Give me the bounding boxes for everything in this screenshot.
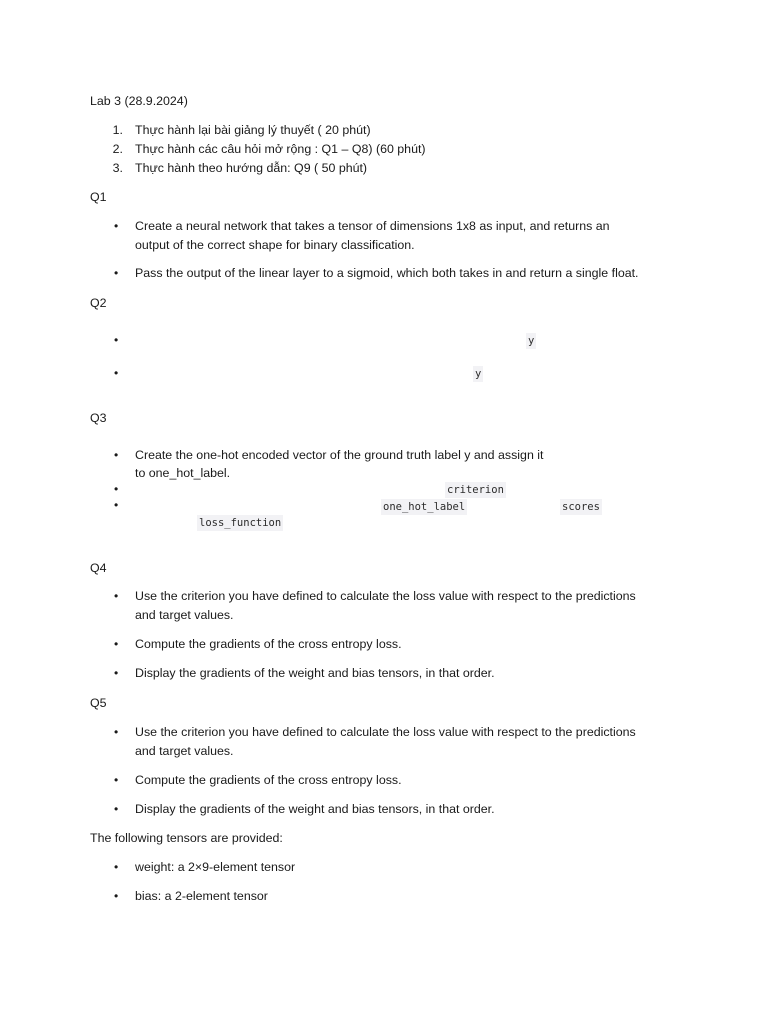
bullet-icon: • xyxy=(114,773,119,787)
bullet-icon: • xyxy=(114,860,119,874)
q5-bullet-1-line-2: and target values. xyxy=(135,744,234,758)
q4-bullet-2: Compute the gradients of the cross entropy loss. xyxy=(135,637,402,651)
q3-bullet-1-line-1: Create the one-hot encoded vector of the ground truth label y and assign it xyxy=(135,448,544,462)
bullet-icon: • xyxy=(114,637,119,651)
q5-bullet-3: Display the gradients of the weight and bias tensors, in that order. xyxy=(135,802,495,816)
q4-heading: Q4 xyxy=(90,561,107,575)
doc-title: Lab 3 (28.9.2024) xyxy=(90,94,188,108)
q1-bullet-1-line-1: Create a neural network that takes a tensor of dimensions 1x8 as input, and returns an xyxy=(135,219,610,233)
bullet-icon: • xyxy=(114,725,119,739)
q4-bullet-1-line-1: Use the criterion you have defined to calculate the loss value with respect to the predictions xyxy=(135,589,636,603)
q2-heading: Q2 xyxy=(90,296,107,310)
code-inline-y: y xyxy=(528,335,535,347)
q1-heading: Q1 xyxy=(90,190,107,204)
list-number: 2. xyxy=(112,142,123,156)
q1-bullet-1-line-2: output of the correct shape for binary classification. xyxy=(135,238,415,252)
q5-bullet-2: Compute the gradients of the cross entropy loss. xyxy=(135,773,402,787)
bullet-icon: • xyxy=(114,666,119,680)
list-item: Thực hành các câu hỏi mở rộng : Q1 – Q8) (60 phút) xyxy=(135,142,426,156)
list-number: 3. xyxy=(112,161,123,175)
code-inline-y: y xyxy=(475,368,482,380)
bullet-icon: • xyxy=(114,448,119,462)
bullet-icon: • xyxy=(114,266,119,280)
bullet-icon: • xyxy=(114,219,119,233)
bullet-icon: • xyxy=(114,802,119,816)
bullet-icon: • xyxy=(114,366,119,380)
list-item: Thực hành theo hướng dẫn: Q9 ( 50 phút) xyxy=(135,161,368,175)
code-inline-loss-function: loss_function xyxy=(199,517,282,529)
q1-bullet-2: Pass the output of the linear layer to a sigmoid, which both takes in and return a single float. xyxy=(135,266,639,280)
bullet-icon: • xyxy=(114,889,119,903)
bullet-icon: • xyxy=(114,482,119,496)
provided-item-weight: weight: a 2×9-element tensor xyxy=(135,860,296,874)
q3-bullet-1-line-2: to one_hot_label. xyxy=(135,466,231,480)
code-inline-one-hot-label: one_hot_label xyxy=(383,501,466,513)
provided-intro: The following tensors are provided: xyxy=(90,831,283,845)
q5-heading: Q5 xyxy=(90,696,107,710)
bullet-icon: • xyxy=(114,333,119,347)
bullet-icon: • xyxy=(114,589,119,603)
bullet-icon: • xyxy=(114,498,119,512)
code-inline-criterion: criterion xyxy=(447,484,504,496)
list-item: Thực hành lại bài giảng lý thuyết ( 20 phút) xyxy=(135,123,371,137)
provided-item-bias: bias: a 2-element tensor xyxy=(135,889,268,903)
q5-bullet-1-line-1: Use the criterion you have defined to calculate the loss value with respect to the predictions xyxy=(135,725,636,739)
code-inline-scores: scores xyxy=(562,501,600,513)
q4-bullet-3: Display the gradients of the weight and bias tensors, in that order. xyxy=(135,666,495,680)
q4-bullet-1-line-2: and target values. xyxy=(135,608,234,622)
q3-heading: Q3 xyxy=(90,411,107,425)
list-number: 1. xyxy=(112,123,123,137)
